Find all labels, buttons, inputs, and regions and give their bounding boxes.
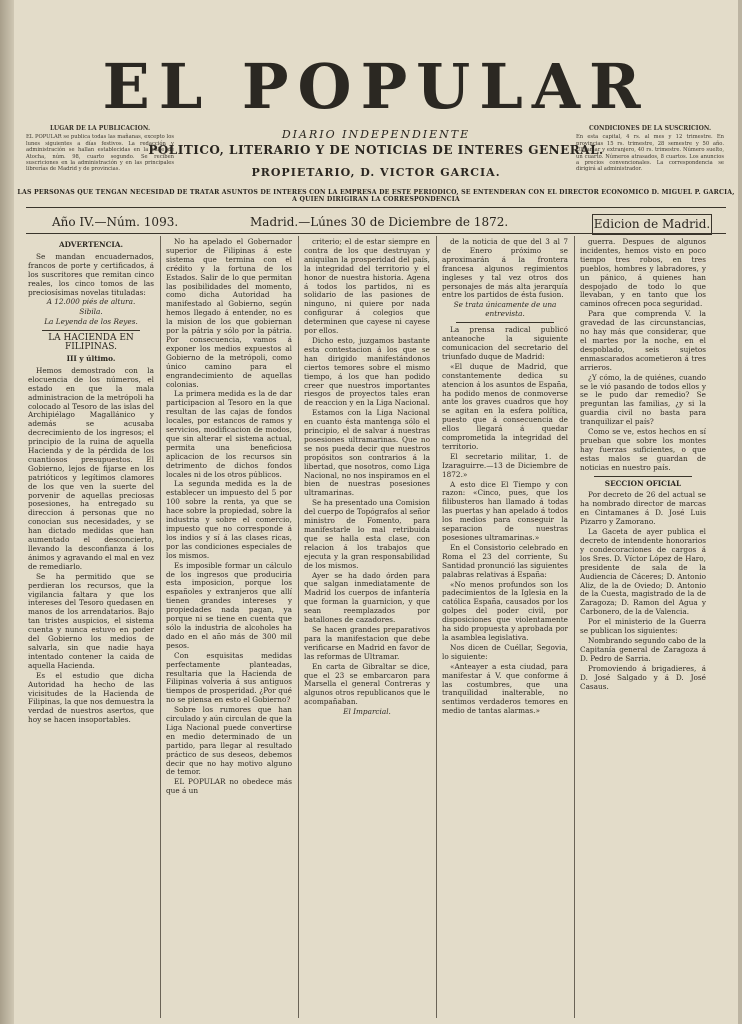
column-divider <box>298 236 299 1018</box>
section-rule <box>594 476 692 477</box>
column-4 <box>442 238 568 717</box>
header-rule-bottom <box>26 233 726 234</box>
right-ear-heading: CONDICIONES DE LA SUSCRICION. <box>588 125 712 132</box>
article-paragraph: Nos dicen de Cuéllar, Segovia, lo siguiente: <box>442 642 568 661</box>
year-number: Año IV.—Núm. 1093. <box>52 215 179 229</box>
italic-line: Se trata únicamente de una entrevista. <box>453 300 557 319</box>
article-paragraph: El secretario militar, 1. de Izaraguirre.—13 de Diciembre de 1872.» <box>442 451 568 479</box>
masthead-title: EL POPULAR <box>102 50 650 123</box>
article-paragraph: La primera medida es la de dar participacion al Tesoro en la que resultan de las cajas de fondos locales, por estancos de ramos y servicios, modificacion de modos, que sin alterar el sistema actual, permita una beneficiosa aplicacion de los recursos sin detrimento de dichos fondos locales ni de los otros públicos. <box>166 389 292 479</box>
article-paragraph: Dicho esto, juzgamos bastante esta contestacion á los que se han dirigido manifestándonos ciertos temores sobre el mismo tiempo, á los que han podido creer que nuestros importantes riesgos de proyectos tales eran de reaccion y en la Liga Nacional. <box>304 335 430 408</box>
article-paragraph: Se mandan encuadernados, francos de porte y certificados, á los suscritores que remitan cinco reales, los cinco tomos de las preciosísimas novelas tituladas: <box>28 251 154 297</box>
article-paragraph: Es el estudio que dicha Autoridad ha hecho de las vicisitudes de la Hacienda de Filipinas, la que nos demuestra la verdad de nuestros asertos, que hoy se hacen insoportables. <box>28 670 154 725</box>
article-paragraph: Es imposible formar un cálculo de los ingresos que produciria esta imposicion, porque los españoles y extranjeros que allí tienen grandes intereses y propiedades nada pagan, ya porque ni se tiene en cuenta que sólo la industria de alcoholes ha dado en el año más de 300 mil pesos. <box>166 560 292 650</box>
article-paragraph: ¿Y cómo, la de quiénes, cuando se le vió pasando de todos ellos y se le pudo dar remedio? Se preguntan las familias, ¿y si la guardia civil no basta para tranquilizar el país? <box>580 372 706 427</box>
column-5 <box>580 238 706 692</box>
italic-line: El Imparcial. <box>343 707 391 717</box>
italic-line: Sibila. <box>79 307 103 317</box>
article-paragraph: Se hacen grandes preparativos para la manifestacion que debe verificarse en Madrid en favor de las reformas de Ultramar. <box>304 624 430 661</box>
section-heading: III y último. <box>66 353 116 363</box>
italic-line: La Leyenda de los Reyes. <box>44 317 138 327</box>
article-paragraph: No ha apelado el Gobernador superior de Filipinas á este sistema que termina con el crédito y la fortuna de los Estados. Salir de lo que permitan las posibilidades del momento, como dicha Autoridad ha manifestado al Gobierno, según hemos llegado á entender, no es la mision de los que gobiernan por la pátria y sólo por la pátria. Por consecuencia, vamos á exponer los medios expuestos al Gobierno de la metrópoli, como único camino para el engrandecimiento de aquellas colonias. <box>166 237 292 389</box>
section-rule <box>456 322 554 323</box>
article-paragraph: En el Consistorio celebrado en Roma el 23 del corriente, Su Santidad pronunció las siguientes palabras relativas á España: <box>442 542 568 579</box>
article-paragraph: Por decreto de 26 del actual se ha nombrado director de marcas en Cintamanes á D. José Luis Pizarro y Zamorano. <box>580 490 706 527</box>
article-paragraph: La Gaceta de ayer publica el decreto de intendente honorarios y condecoraciones de cargos á los Sres. D. Víctor López de Haro, presidente de sala de la Audiencia de Cáceres; D. Antonio Aliz, de la de Oviedo; D. Antonio de la Cuesta, magistrado de la de Zaragoza; D. Ramon del Agua y Carbonero, de la de Valencia. <box>580 527 706 617</box>
article-paragraph: En carta de Gibraltar se dice, que el 23 se embarcaron para Marsella el general Contreras y algunos otros republicanos que le acompañaban. <box>304 661 430 707</box>
subtitle-propietario: PROPIETARIO, D. VICTOR GARCIA. <box>251 166 501 179</box>
article-paragraph: Hemos demostrado con la elocuencia de los números, el estado en que la mala administracion de la metrópoli ha colocado al Tesoro de las islas del Archipiélago Magallánico y además se acusaba decrecimiento de los ingresos; el principio de la ruina de aquella Hacienda y de la pérdida de los cuantiosos presupuestos. El Gobierno, lejos de fijarse en los patrióticos y legítimos clamores de los que ven la suerte del porvenir de aquellas preciosas posesiones, ha entregado su direccion á personas que no conocian sus necesidades, y se han dictado medidas que han aumentado el desconcierto, llevando la desconfianza á los ánimos y agravando el mal en vez de remediarlo. <box>28 365 154 571</box>
italic-line: A 12.000 piés de altura. <box>46 297 136 307</box>
dateline-date: Madrid.—Lúnes 30 de Diciembre de 1872. <box>250 215 509 229</box>
column-divider <box>160 236 161 1018</box>
section-heading: SECCION OFICIAL <box>604 478 682 488</box>
left-ear-heading: LUGAR DE LA PUBLICACION. <box>49 125 151 132</box>
page-fold-shadow <box>0 0 14 1024</box>
article-paragraph: guerra. Despues de algunos incidentes, hemos visto en poco tiempo tres robos, en tres pueblos, hombres y labradores, y un pánico, á quienes han despojado de todo lo que llevaban, y en tanto que los caminos ofrecen poca seguridad. <box>580 237 706 309</box>
right-ear-text: En esta capital, 4 rs. al mes y 12 trimestre. En provincias 15 rs. trimestre, 28 semestre y 50 año. Ultramar y extranjero, 40 rs. trimestre. Número suelto, un cuarto. Números atrasados, 8 cuartos. Los anuncios a precios convencionales. La correspondencia se dirigirá al administrador. <box>576 134 724 173</box>
article-paragraph: Por el ministerio de la Guerra se publican los siguientes: <box>580 617 706 636</box>
article-paragraph: A esto dice El Tiempo y con razon: «Cinco, pues, que los filibusteros han llamado á todas las puertas y han apelado á todos los medios para conseguir la separacion de nuestras posesiones ultramarinas.» <box>442 479 568 542</box>
correspondence-notice: LAS PERSONAS QUE TENGAN NECESIDAD DE TRATAR ASUNTOS DE INTERES CON LA EMPRESA DE ESTE PERIODICO, SE ENTENDERAN CON EL DIRECTOR ECONOMICO D. MIGUEL P. GARCIA, A QUIEN DIRIGIRAN LA CORRESPONDENCIA <box>17 189 735 203</box>
article-paragraph: Con esquisitas medidas perfectamente planteadas, resultaria que la Hacienda de Filipinas volveria á sus antiguos tiempos de prosperidad. ¿Por qué no se piensa en esto el Gobierno? <box>166 650 292 705</box>
article-paragraph: Se ha presentado una Comision del cuerpo de Topógrafos al señor ministro de Fomento, para manifestarle lo mal retribuida que se halla esta clase, con relacion á los trabajos que ejecuta y la gran responsabilidad de los mismos. <box>304 498 430 570</box>
column-divider <box>436 236 437 1018</box>
article-paragraph: Se ha permitido que se perdieran los recursos, que la vigilancia faltara y que los intereses del Tesoro quedasen en manos de los arrendatarios. Bajo tan tristes auspicios, el sistema cuenta y nunca estuvo en poder del Gobierno los medios de salvarla, sin que nadie haya intentado contener la caida de aquella Hacienda. <box>28 571 154 670</box>
subtitle-politico: POLITICO, LITERARIO Y DE NOTICIAS DE INTERES GENERAL. <box>148 143 604 157</box>
header-rule-top <box>26 207 726 208</box>
article-paragraph: «Anteayer a esta ciudad, para manifestar á V. que conforme á las costumbres, que una tranquilidad inalterable, no sentimos verdaderos temores en medio de tantas alarmas.» <box>442 661 568 716</box>
column-1 <box>28 238 154 726</box>
article-paragraph: Estamos con la Liga Nacional en cuanto ésta mantenga sólo el principio, el de salvar á nuestras posesiones ultramarinas. Que no se nos pueda decir que nuestros propósitos son contrarios á la libertad, que nosotros, como Liga Nacional, no nos inspiramos en el bien de nuestras posesiones ultramarinas. <box>304 408 430 498</box>
column-2 <box>166 238 292 797</box>
article-paragraph: Promoviendo á brigadieres, á D. José Salgado y á D. José Casaus. <box>580 663 706 691</box>
article-paragraph: Ayer se ha dado órden para que salgan inmediatamente de Madrid los cuerpos de infantería que forman la guarnicion, y que sean reemplazados por batallones de cazadores. <box>304 570 430 625</box>
article-paragraph: La segunda medida es la de establecer un impuesto del 5 por 100 sobre la renta, ya que se hace sobre la propiedad, sobre la industria y sobre el comercio, impuesto que no corresponde á los indios y sí á las clases ricas, por las condiciones especiales de los mismos. <box>166 479 292 560</box>
subtitle-diario: DIARIO INDEPENDIENTE <box>281 128 471 141</box>
column-3 <box>304 238 430 718</box>
left-ear-text: EL POPULAR se publica todas las mañanas, excepto los lunes siguientes a días festivos. La redacción y administración se hallan establecidas en la calle de Atocha, núm. 98, cuarto segundo. Se reciben suscriciones en la administración y en las principales librerías de Madrid y de provincias. <box>26 134 174 173</box>
article-paragraph: criterio; el de estar siempre en contra de los que destruyan y aniquilan la prosperidad del país, la integridad del territorio y el honor de nuestra historia. Agena á todos los partidos, ni es solidario de las pasiones de ninguno, ni quiere por nada configurar á colegios que determinen que cayese ni cayese por ellos. <box>304 237 430 336</box>
article-paragraph: Sobre los rumores que han circulado y aún circulan de que la Liga Nacional puede convertirse en medio determinado de un partido, para llegar al resultado práctico de sus deseos, debemos decir que no hay motivo alguno de temor. <box>166 705 292 777</box>
article-paragraph: Como se ve, estos hechos en sí prueban que sobre los montes hay fuerzas suficientes, o que estas malos se guardan de noticias en nuestro país. <box>580 427 706 472</box>
article-paragraph: «No menos profundos son los padecimientos de la Iglesia en la católica España, causados por los golpes del poder civil, por disposiciones que violentamente ha sido propuesta y aprobada por la asamblea legislativa. <box>442 579 568 642</box>
section-rule <box>42 330 140 331</box>
article-paragraph: de la noticia de que del 3 al 7 de Enero próximo se aproximarán á la frontera francesa algunos regimientos ingleses y tal vez otros dos personajes de más alta jerarquía entre los partidos de ésta fusion. <box>442 237 568 300</box>
newspaper-page <box>14 0 738 1024</box>
article-paragraph: La prensa radical publicó anteanoche la siguiente comunicacion del secretario del triunfado duque de Madrid: <box>442 325 568 361</box>
article-paragraph: Nombrando segundo cabo de la Capitanía general de Zaragoza á D. Pedro de Sarria. <box>580 635 706 663</box>
column-divider <box>574 236 575 1018</box>
article-paragraph: Para que comprenda V. la gravedad de las circunstancias, no hay más que considerar, que el martes por la noche, en el despoblado, seis sujetos enmascarados acometieron á tres arrieros. <box>580 309 706 372</box>
edition-box: Edicion de Madrid. <box>592 214 712 235</box>
article-title: LA HACIENDA EN FILIPINAS. <box>48 333 134 353</box>
article-paragraph: «El duque de Madrid, que constantemente dedica su atencion á los asuntos de España, ha podido menos de conmoverse ante los graves cuadros que hoy se agitan en la esfera política, puesto que á consecuencia de ellos llegará á quedar comprometida la integridad del territorio. <box>442 361 568 451</box>
article-paragraph: EL POPULAR no obedece más que á un <box>166 777 292 796</box>
section-heading: ADVERTENCIA. <box>58 240 124 249</box>
